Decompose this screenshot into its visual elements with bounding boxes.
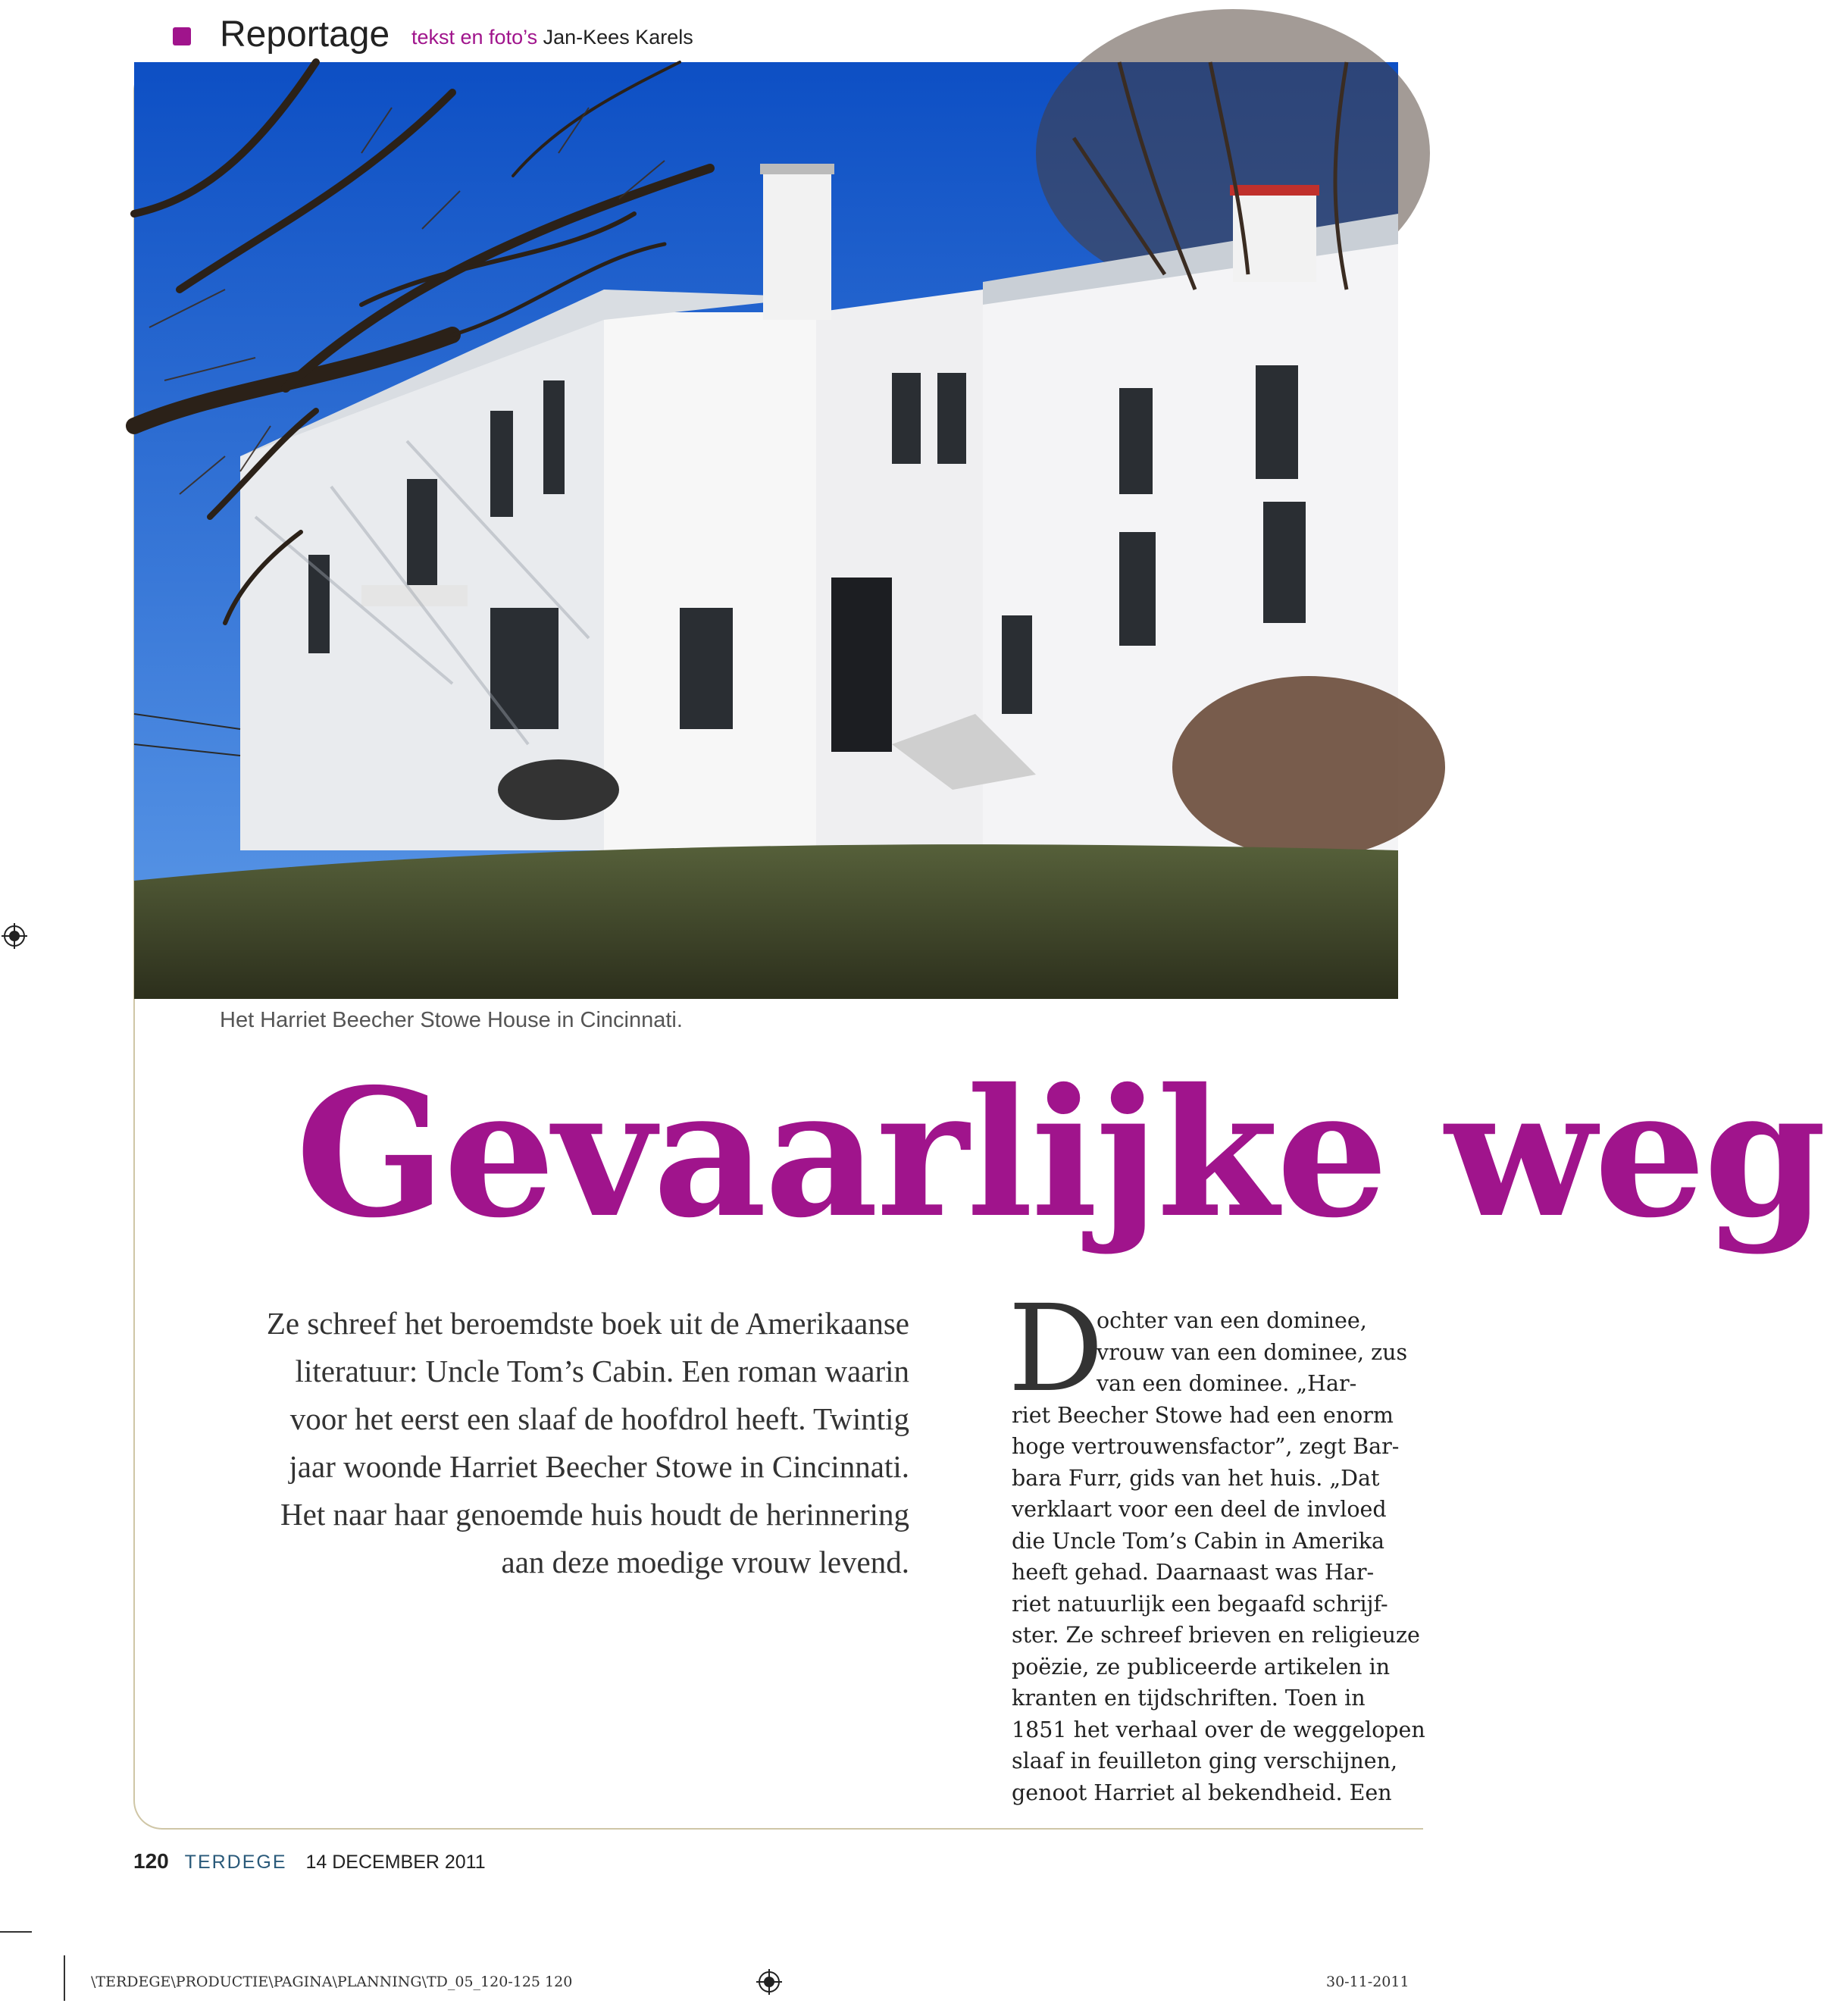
registration-mark-icon — [756, 1969, 782, 1995]
page-number: 120 — [133, 1849, 169, 1873]
body-line: poëzie, ze publiceerde artikelen in — [1012, 1654, 1391, 1679]
intro-line: literatuur: Uncle Tom’s Cabin. Een roman waarin — [295, 1354, 909, 1388]
body-line: ster. Ze schreef brieven en religieuze — [1012, 1623, 1420, 1648]
page-footer — [133, 1849, 486, 1874]
crop-mark — [0, 1931, 32, 1933]
intro-line: aan deze moedige vrouw levend. — [501, 1545, 909, 1579]
body-line: verklaart voor een deel de invloed — [1012, 1497, 1387, 1522]
registration-mark-icon — [2, 923, 27, 949]
body-line: riet natuurlijk een begaafd schrijf- — [1012, 1591, 1388, 1617]
credit-author: Jan-Kees Karels — [543, 26, 693, 49]
section-marker-icon — [173, 27, 191, 45]
body-line: bara Furr, gids van het huis. „Dat — [1012, 1465, 1380, 1491]
body-line: heeft gehad. Daarnaast was Har- — [1012, 1560, 1375, 1585]
body-line: ochter van een dominee, — [1097, 1308, 1367, 1333]
article-intro — [212, 1300, 909, 1586]
body-line: 1851 het verhaal over de weggelopen — [1012, 1717, 1425, 1742]
article-body-column — [1012, 1305, 1425, 1808]
article-title: Gevaarlijke weg — [296, 1050, 1824, 1257]
author-credit — [411, 26, 693, 49]
body-line: kranten en tijdschriften. Toen in — [1012, 1686, 1366, 1711]
intro-line: Het naar haar genoemde huis houdt de herinnering — [280, 1497, 909, 1532]
house-photo — [134, 62, 1398, 999]
crop-mark — [64, 1955, 65, 2001]
intro-line: Ze schreef het beroemdste boek uit de Amerikaanse — [266, 1306, 909, 1341]
house-photo-illustration — [134, 62, 1398, 999]
body-line: slaaf in feuilleton ging verschijnen, — [1012, 1748, 1398, 1773]
section-title: Reportage — [220, 14, 390, 55]
body-line: die Uncle Tom’s Cabin in Amerika — [1012, 1528, 1384, 1554]
print-slug-path: \TERDEGE\PRODUCTIE\PAGINA\PLANNING\TD_05_120-125 120 — [91, 1974, 573, 1990]
drop-cap: D — [1008, 1279, 1104, 1419]
body-line: genoot Harriet al bekendheid. Een — [1012, 1780, 1392, 1805]
issue-date: 14 DECEMBER 2011 — [305, 1852, 486, 1873]
body-line: hoge vertrouwensfactor”, zegt Bar- — [1012, 1434, 1400, 1459]
print-slug-date: 30-11-2011 — [1326, 1974, 1409, 1990]
credit-label: tekst en foto’s — [411, 26, 538, 49]
body-line: van een dominee. „Har- — [1097, 1371, 1357, 1396]
magazine-name: TERDEGE — [184, 1852, 287, 1873]
body-line: vrouw van een dominee, zus — [1097, 1339, 1408, 1365]
photo-caption: Het Harriet Beecher Stowe House in Cincinnati. — [220, 1008, 683, 1032]
intro-line: voor het eerst een slaaf de hoofdrol heeft. Twintig — [289, 1401, 909, 1436]
intro-line: jaar woonde Harriet Beecher Stowe in Cincinnati. — [289, 1449, 909, 1484]
body-line: riet Beecher Stowe had een enorm — [1012, 1402, 1394, 1428]
